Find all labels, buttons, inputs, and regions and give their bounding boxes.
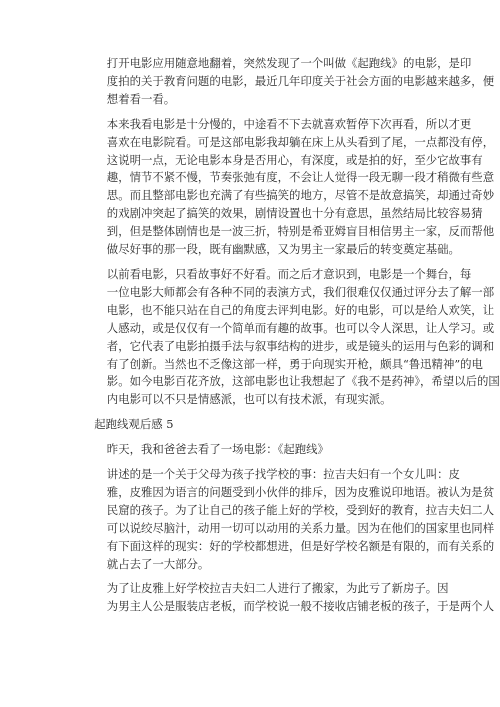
text-line: 度拍的关于教育问题的电影，最近几年印度关于社会方面的电影越来越多，便 — [106, 73, 495, 88]
paragraph — [84, 580, 495, 616]
text-line: 讲述的是一个关于父母为孩子找学校的事：拉吉夫妇有一个女儿叫：皮 — [106, 467, 460, 482]
text-line: 做尽好事的那一段，既有幽默感，又为男主一家最后的转变奠定基础。 — [106, 242, 460, 257]
text-line: 影。如今电影百花齐放，这部电影也让我想起了《我不是药神》，希望以后的国 — [106, 374, 500, 389]
text-line: 民窟的孩子。为了让自己的孩子能上好的学校，受到好的教育，拉吉夫妇二人 — [106, 502, 495, 517]
paragraph — [84, 466, 495, 573]
text-line: 者，它代表了电影拍摄手法与叙事结构的进步，或是镜头的运用与色彩的调和 — [106, 338, 495, 353]
text-line: 内电影可以不只是情感派，也可以有技术派，有现实派。 — [106, 392, 392, 407]
text-line: 有下面这样的现实：好的学校都想进，但是好学校名额是有限的，而有关系的 — [106, 538, 495, 553]
paragraph — [84, 116, 495, 259]
text-line: 人感动，或是仅仅有一个简单而有趣的故事。也可以令人深思，让人学习。或 — [106, 320, 495, 335]
text-line: 为男主人公是服装店老板，而学校说一般不接收店铺老板的孩子，于是两个人 — [106, 599, 495, 614]
text-line: 可以说绞尽脑汁，动用一切可以动用的关系力量。因为在他们的国家里也同样 — [106, 520, 495, 535]
section-heading — [84, 416, 438, 434]
text-line: 有了创新。当然也不乏像这部一样，勇于向现实开枪，颇具“鲁迅精神”的电 — [106, 356, 483, 371]
text-line: 想着看一看。 — [106, 91, 176, 106]
text-line: 以前看电影，只看故事好不好看。而之后才意识到，电影是一个舞台，每 — [106, 266, 472, 281]
text-line: 为了让皮雅上好学校拉吉夫妇二人进行了搬家，为此亏了新房子。因 — [106, 581, 449, 596]
document-body — [84, 55, 500, 623]
text-line: 就占去了一大部分。 — [106, 556, 210, 571]
paragraph — [84, 55, 495, 109]
text-line: 这说明一点，无论电影本身是否用心，有深度，或是拍的好，至少它故事有 — [106, 152, 483, 167]
text-line: 到，但是整体剧情也是一波三折，特别是希亚姆盲目相信男主一家，反而帮他 — [106, 224, 495, 239]
text-line: 思。而且整部电影也充满了有些搞笑的地方，尽管不是故意搞笑，却通过奇妙 — [106, 188, 495, 203]
text-line: 电影，也不能只站在自己的角度去评判电影。好的电影，可以是给人欢笑，让 — [106, 302, 495, 317]
text-line: 起跑线观后感 5 — [94, 417, 174, 432]
text-line: 打开电影应用随意地翻着，突然发现了一个叫做《起跑线》的电影，是印 — [106, 56, 472, 70]
paragraph — [84, 266, 500, 409]
text-line: 趣，情节不紧不慢，节奏张弛有度，不会让人觉得一段无聊一段才稍微有些意 — [106, 170, 495, 185]
text-line: 本来我看电影是十分慢的，中途看不下去就喜欢暂停下次再看，所以才更 — [106, 116, 472, 131]
text-line: 的戏剧冲突起了搞笑的效果，剧情设置也十分有意思，虽然结局比较容易猜 — [106, 206, 483, 221]
text-line: 喜欢在电影院看。可是这部电影我却躺在床上从头看到了尾，一点都没有停， — [106, 134, 495, 149]
paragraph — [84, 441, 438, 459]
text-line: 雅，皮雅因为语言的问题受到小伙伴的排斥，因为皮雅说印地语。被认为是贫 — [106, 484, 495, 499]
text-line: 昨天，我和爸爸去看了一场电影：《起跑线》 — [106, 442, 329, 457]
text-line: 一位电影大师都会有各种不同的表演方式，我们很难仅仅通过评分去了解一部 — [106, 284, 495, 299]
